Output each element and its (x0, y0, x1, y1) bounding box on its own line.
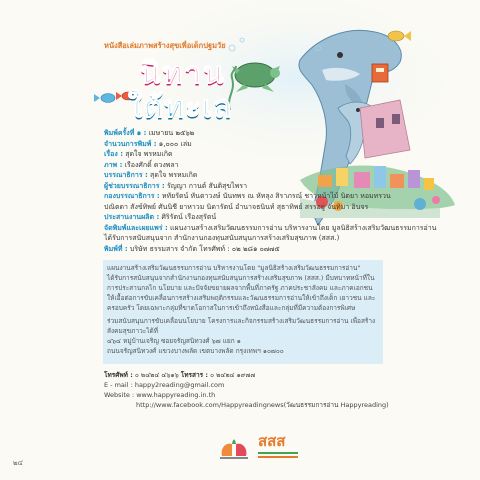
foundation-info-box (103, 260, 383, 364)
credit-row: ปณิตดา สังข์ทิพย์ ศันนิชี ยาหาวม นิดารัตน์ อำนาจธนินท์ สุธาทิพย์ สรรอยู่ จันทิมา อินจร (104, 202, 369, 211)
credit-row: ได้รับการสนับสนุนจาก สำนักงานกองทุนสนับสนุนการสร้างเสริมสุขภาพ (สสส.) (104, 234, 340, 242)
email-line: E - mail : happy2reading@gmail.com (104, 381, 225, 389)
box-footer-line: ๔๖๔ หมู่บ้านเจริญ ซอยจรัญสนิทวงศ์ ๖๗ แยก ๑ (107, 337, 241, 345)
credit-row: พิมพ์ครั้งที่ ๑ : เมษายน ๒๕๖๒ (104, 129, 195, 137)
title-line-2: ใต้ทะเล (128, 90, 233, 125)
credit-row: เรื่อง : สุดใจ พรหมเกิด (104, 150, 173, 158)
box-paragraph: แผนงานสร้างเสริมวัฒนธรรมการอ่าน บริหารงานโดย "มูลนิธิสร้างเสริมวัฒนธรรมการอ่าน" (107, 264, 361, 272)
credit-row: จำนวนการพิมพ์ : ๑,๐๐๐ เล่ม (104, 139, 192, 148)
page-number: ๒๔ (13, 459, 23, 467)
series-line: หนังสือเล่มภาพสร้างสุขเพื่อเด็กปฐมวัย (104, 41, 226, 50)
thaihealth-logo (258, 432, 304, 462)
title-line-1: นิทาน (140, 56, 226, 91)
credit-row: บรรณาธิการ : สุดใจ พรหมเกิด (104, 171, 198, 179)
credit-row: จัดพิมพ์และเผยแพร่ : แผนงานสร้างเสริมวัฒนธรรมการอ่าน บริหารงานโดย มูลนิธิสร้างเสริมวัฒนธรรมการอ่าน (104, 223, 437, 232)
phone-line: โทรศัพท์ : ๐ ๒๔๒๔ ๔๖๑๖ โทรสาร : ๐ ๒๔๒๔ ๑๙๗๗ (104, 371, 256, 379)
website-line: Website : www.happyreading.in.th (104, 391, 216, 399)
foundation-logo (214, 432, 254, 462)
credit-row: พิมพ์ที่ : บริษัท ธรรมสาร จำกัด โทรศัพท์ : ๐๒ ๒๘๑ ๐๗๗๕ (104, 244, 280, 253)
credit-row: ประสานงานผลิต : ศิริรัตน์ เรืองสุรัตน์ (104, 213, 217, 221)
box-footer-line: ร่วมสนับสนุนการขับเคลื่อนนโยบาย โครงการและกิจกรรมสร้างเสริมวัฒนธรรมการอ่าน เพื่อสร้างสังคมสุขภาวะได้ที่ (107, 317, 376, 335)
credit-row: กองบรรณาธิการ : หทัยรัตน์ หันตาวงษ์ นันทพร ณ หัทลุง สิราภรณ์ ชาวหน้าไม้ นิตยา หอมทรวน (104, 192, 391, 200)
contact-block (104, 370, 404, 410)
thaihealth-logo-text: สสส (258, 432, 286, 450)
facebook-link: http://www.facebook.com/Happyreadingnews(วัฒนธรรมการอ่าน Happyreading) (136, 401, 389, 409)
box-footer-line: ถนนจรัญสนิทวงศ์ แขวงบางพลัด เขตบางพลัด กรุงเทพฯ ๑๐๗๐๐ (107, 347, 284, 355)
credit-row: ผู้ช่วยบรรณาธิการ : รัญญา กานต์ สันติสุขไพรา (104, 181, 247, 190)
credit-row: ภาพ : เรืองศักดิ์ ดวงพลา (104, 160, 179, 169)
credits-list (104, 128, 437, 254)
box-paragraph: ได้รับการสนับสนุนจากสำนักงานกองทุนสนับสนุนการสร้างเสริมสุขภาพ (สสส.) มีบทบาทหน้าที่ในการประสานกลไก นโยบาย และปัจจัยขยายผลจากพื้นที่ภาครัฐ ภาคประชาสังคม และภาคเอกชน ให้เอื้อต่อการขับเคลื่อนการสร้างเสริมพฤติกรรมและวัฒนธรรมการอ่านให้เข้าถึงเด็ก เยาวชน และครอบครัว โดยเฉพาะกลุ่มที่ขาดโอกาสในการเข้าถึงหนังสือและกลุ่มที่มีความต้องการพิเศษ (107, 274, 376, 312)
